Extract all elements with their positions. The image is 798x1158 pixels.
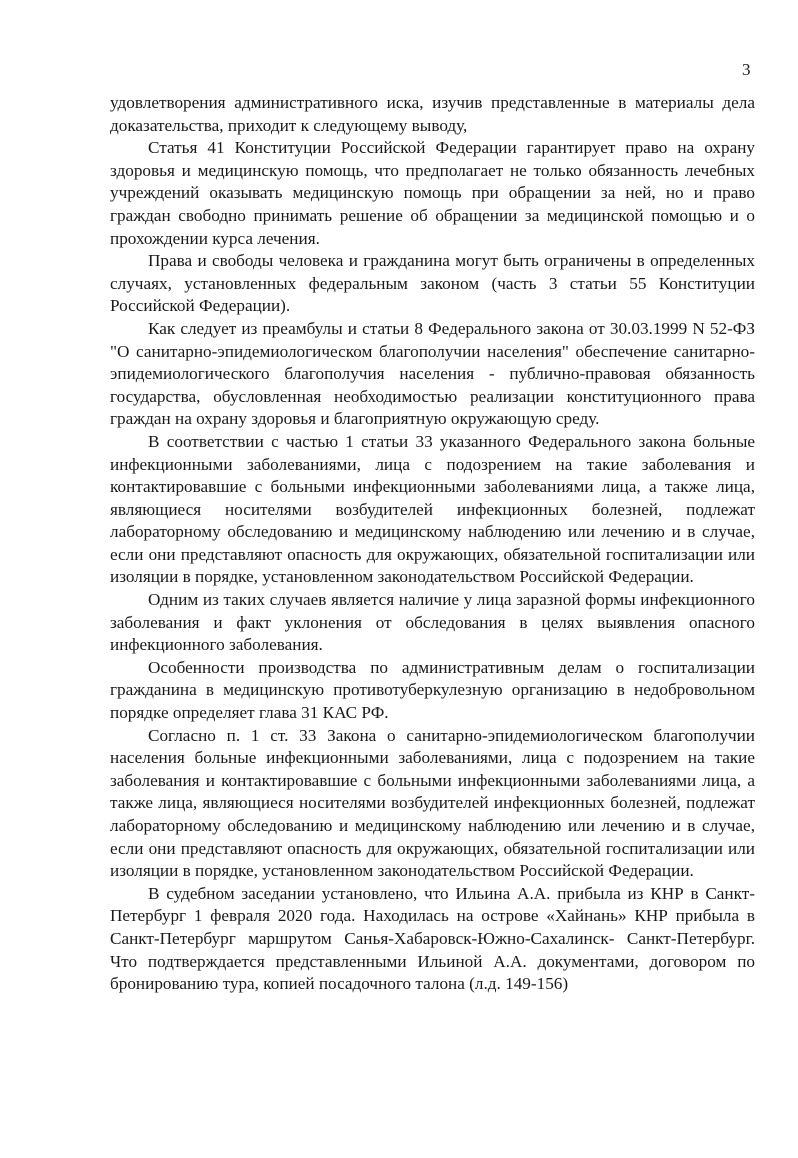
document-body xyxy=(110,92,755,996)
paragraph-article-33-part-1: В соответствии с частью 1 статьи 33 указанного Федерального закона больные инфекционными заболеваниями, лица с подозрением на такие заболевания и контактировавшие с больными инфекционными заболеваниями лица, а также лица, являющиеся носителями возбудителей инфекционных болезней, подлежат лабораторному обследованию и медицинскому наблюдению или лечению и в случае, если они представляют опасность для окружающих, обязательной госпитализации или изоляции в порядке, установленном законодательством Российской Федерации. xyxy=(110,431,755,587)
paragraph-article-33-clause-1: Согласно п. 1 ст. 33 Закона о санитарно-эпидемиологическом благополучии населения больные инфекционными заболеваниями, лица с подозрением на такие заболевания и контактировавшие с больными инфекционными заболеваниями лица, а также лица, являющиеся носителями возбудителей инфекционных болезней, подлежат лабораторному обследованию и медицинскому наблюдению или лечению и в случае, если они представляют опасность для окружающих, обязательной госпитализации или изоляции в порядке, установленном законодательством Российской Федерации. xyxy=(110,725,755,881)
paragraph-such-cases: Одним из таких случаев является наличие у лица заразной формы инфекционного заболевания и факт уклонения от обследования в целях выявления опасного инфекционного заболевания. xyxy=(110,590,755,655)
paragraph-constitution-article-41: Статья 41 Конституции Российской Федерации гарантирует право на охрану здоровья и медицинскую помощь, что предполагает не только обязанность лечебных учреждений оказывать медицинскую помощь при обращении за ней, но и право граждан свободно принимать решение об обращении за медицинской помощью и о прохождении курса лечения. xyxy=(110,138,755,248)
paragraph-kas-chapter-31: Особенности производства по административным делам о госпитализации гражданина в медицинскую противотуберкулезную организацию в недобровольном порядке определяет глава 31 КАС РФ. xyxy=(110,657,755,723)
paragraph-continuation: удовлетворения административного иска, изучив представленные в материалы дела доказательства, приходит к следующему выводу, xyxy=(110,93,755,135)
page-number: 3 xyxy=(742,60,751,79)
paragraph-court-findings: В судебном заседании установлено, что Ильина А.А. прибыла из КНР в Санкт-Петербург 1 февраля 2020 года. Находилась на острове «Хайнань» КНР прибыла в Санкт-Петербург маршрутом Санья-Хабаровск-Южно-Сахалинск- Санкт-Петербург. Что подтверждается представленными Ильиной А.А. документами, договором по бронированию тура, копией посадочного талона (л.д. 149-156) xyxy=(110,883,755,994)
paragraph-federal-law-52fz: Как следует из преамбулы и статьи 8 Федерального закона от 30.03.1999 N 52-ФЗ "О санитарно-эпидемиологическом благополучии населения" обеспечение санитарно-эпидемиологического благополучия населения - публично-правовая обязанность государства, обусловленная необходимостью реализации конституционного права граждан на охрану здоровья и благоприятную окружающую среду. xyxy=(110,318,755,429)
paragraph-rights-limitation: Права и свободы человека и гражданина могут быть ограничены в определенных случаях, установленных федеральным законом (часть 3 статьи 55 Конституции Российской Федерации). xyxy=(110,251,755,316)
